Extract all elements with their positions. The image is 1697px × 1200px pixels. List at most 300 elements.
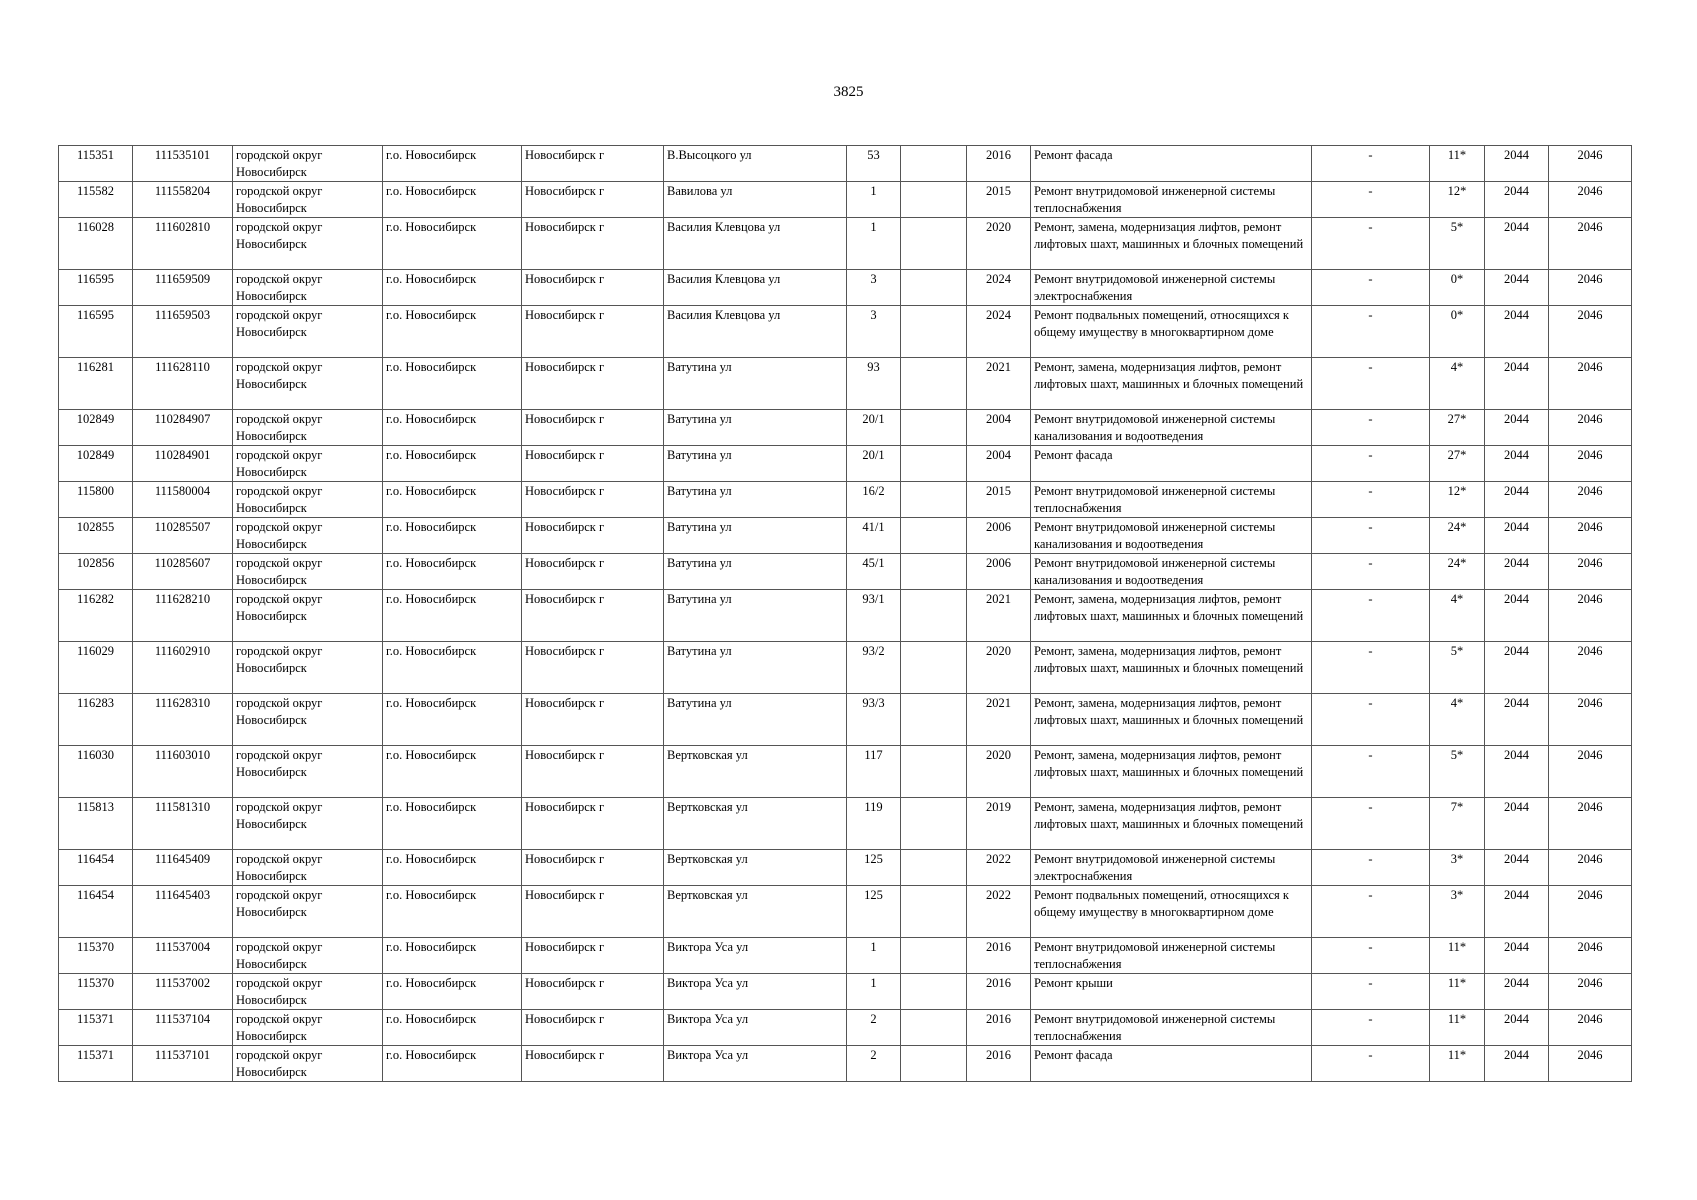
row-street: Вертковская ул <box>664 798 847 850</box>
row-house: 3 <box>847 306 901 358</box>
row-id: 116454 <box>59 886 133 938</box>
table-row <box>59 182 1632 218</box>
row-house: 1 <box>847 182 901 218</box>
row-work: Ремонт подвальных помещений, относящихся к общему имуществу в многоквартирном доме <box>1031 886 1312 938</box>
row-id: 116282 <box>59 590 133 642</box>
row-code: 111603010 <box>133 746 233 798</box>
row-street: Вертковская ул <box>664 746 847 798</box>
row-code: 111659503 <box>133 306 233 358</box>
row-house: 1 <box>847 218 901 270</box>
row-corpus <box>901 938 967 974</box>
row-municipality: городской округ Новосибирск <box>233 146 383 182</box>
row-corpus <box>901 590 967 642</box>
row-code: 111537104 <box>133 1010 233 1046</box>
row-house: 93/2 <box>847 642 901 694</box>
row-street: Вертковская ул <box>664 886 847 938</box>
row-code: 110284901 <box>133 446 233 482</box>
row-district: г.о. Новосибирск <box>383 850 522 886</box>
table-row <box>59 306 1632 358</box>
row-end-year: 2046 <box>1549 146 1632 182</box>
row-street: Ватутина ул <box>664 554 847 590</box>
row-start-year: 2044 <box>1485 746 1549 798</box>
row-id: 115371 <box>59 1010 133 1046</box>
row-house: 20/1 <box>847 410 901 446</box>
row-remaining: 12* <box>1430 482 1485 518</box>
row-end-year: 2046 <box>1549 482 1632 518</box>
row-year: 2022 <box>967 850 1031 886</box>
row-year: 2020 <box>967 746 1031 798</box>
row-work: Ремонт, замена, модернизация лифтов, ремонт лифтовых шахт, машинных и блочных помещений <box>1031 746 1312 798</box>
table-row <box>59 410 1632 446</box>
capital-repair-table <box>58 145 1632 1082</box>
row-district: г.о. Новосибирск <box>383 798 522 850</box>
row-start-year: 2044 <box>1485 554 1549 590</box>
row-house: 125 <box>847 850 901 886</box>
row-street: Вертковская ул <box>664 850 847 886</box>
row-municipality: городской округ Новосибирск <box>233 306 383 358</box>
row-city: Новосибирск г <box>522 1010 664 1046</box>
row-end-year: 2046 <box>1549 938 1632 974</box>
row-district: г.о. Новосибирск <box>383 446 522 482</box>
table-row <box>59 850 1632 886</box>
row-id: 116454 <box>59 850 133 886</box>
row-city: Новосибирск г <box>522 746 664 798</box>
row-start-year: 2044 <box>1485 1046 1549 1082</box>
row-year: 2015 <box>967 482 1031 518</box>
row-year: 2016 <box>967 938 1031 974</box>
row-street: Ватутина ул <box>664 518 847 554</box>
table-row <box>59 746 1632 798</box>
table-row <box>59 938 1632 974</box>
row-remaining: 11* <box>1430 1046 1485 1082</box>
row-remaining: 7* <box>1430 798 1485 850</box>
row-house: 117 <box>847 746 901 798</box>
row-work: Ремонт внутридомовой инженерной системы теплоснабжения <box>1031 182 1312 218</box>
row-end-year: 2046 <box>1549 218 1632 270</box>
row-year: 2021 <box>967 358 1031 410</box>
row-end-year: 2046 <box>1549 1010 1632 1046</box>
row-city: Новосибирск г <box>522 146 664 182</box>
row-work: Ремонт, замена, модернизация лифтов, ремонт лифтовых шахт, машинных и блочных помещений <box>1031 642 1312 694</box>
row-remaining: 11* <box>1430 974 1485 1010</box>
row-end-year: 2046 <box>1549 306 1632 358</box>
row-district: г.о. Новосибирск <box>383 590 522 642</box>
row-dash: - <box>1312 886 1430 938</box>
row-district: г.о. Новосибирск <box>383 306 522 358</box>
row-dash: - <box>1312 938 1430 974</box>
row-start-year: 2044 <box>1485 694 1549 746</box>
row-year: 2016 <box>967 974 1031 1010</box>
row-city: Новосибирск г <box>522 182 664 218</box>
row-end-year: 2046 <box>1549 410 1632 446</box>
row-dash: - <box>1312 746 1430 798</box>
row-corpus <box>901 446 967 482</box>
row-city: Новосибирск г <box>522 590 664 642</box>
row-work: Ремонт, замена, модернизация лифтов, ремонт лифтовых шахт, машинных и блочных помещений <box>1031 798 1312 850</box>
row-remaining: 11* <box>1430 1010 1485 1046</box>
row-city: Новосибирск г <box>522 886 664 938</box>
row-code: 111645403 <box>133 886 233 938</box>
row-district: г.о. Новосибирск <box>383 482 522 518</box>
row-code: 111581310 <box>133 798 233 850</box>
row-municipality: городской округ Новосибирск <box>233 1010 383 1046</box>
row-district: г.о. Новосибирск <box>383 974 522 1010</box>
row-municipality: городской округ Новосибирск <box>233 410 383 446</box>
row-end-year: 2046 <box>1549 1046 1632 1082</box>
row-district: г.о. Новосибирск <box>383 518 522 554</box>
row-street: Ватутина ул <box>664 590 847 642</box>
row-remaining: 4* <box>1430 694 1485 746</box>
row-start-year: 2044 <box>1485 306 1549 358</box>
row-city: Новосибирск г <box>522 974 664 1010</box>
row-remaining: 5* <box>1430 642 1485 694</box>
row-code: 111602910 <box>133 642 233 694</box>
row-district: г.о. Новосибирск <box>383 358 522 410</box>
row-city: Новосибирск г <box>522 410 664 446</box>
row-city: Новосибирск г <box>522 270 664 306</box>
row-remaining: 11* <box>1430 938 1485 974</box>
row-municipality: городской округ Новосибирск <box>233 270 383 306</box>
row-city: Новосибирск г <box>522 938 664 974</box>
row-city: Новосибирск г <box>522 518 664 554</box>
row-work: Ремонт крыши <box>1031 974 1312 1010</box>
row-code: 111558204 <box>133 182 233 218</box>
row-corpus <box>901 746 967 798</box>
row-start-year: 2044 <box>1485 642 1549 694</box>
row-id: 116595 <box>59 306 133 358</box>
row-id: 116030 <box>59 746 133 798</box>
row-id: 115351 <box>59 146 133 182</box>
table-row <box>59 270 1632 306</box>
row-dash: - <box>1312 590 1430 642</box>
row-start-year: 2044 <box>1485 410 1549 446</box>
row-dash: - <box>1312 146 1430 182</box>
table-row <box>59 218 1632 270</box>
row-municipality: городской округ Новосибирск <box>233 518 383 554</box>
row-district: г.о. Новосибирск <box>383 554 522 590</box>
row-district: г.о. Новосибирск <box>383 146 522 182</box>
row-start-year: 2044 <box>1485 518 1549 554</box>
row-year: 2016 <box>967 146 1031 182</box>
row-street: Виктора Уса ул <box>664 1046 847 1082</box>
row-dash: - <box>1312 358 1430 410</box>
row-dash: - <box>1312 482 1430 518</box>
row-end-year: 2046 <box>1549 446 1632 482</box>
row-id: 115813 <box>59 798 133 850</box>
row-house: 125 <box>847 886 901 938</box>
row-house: 93/1 <box>847 590 901 642</box>
row-id: 116029 <box>59 642 133 694</box>
row-start-year: 2044 <box>1485 1010 1549 1046</box>
row-start-year: 2044 <box>1485 590 1549 642</box>
row-city: Новосибирск г <box>522 642 664 694</box>
row-id: 116283 <box>59 694 133 746</box>
row-dash: - <box>1312 974 1430 1010</box>
row-remaining: 0* <box>1430 270 1485 306</box>
row-corpus <box>901 482 967 518</box>
row-corpus <box>901 694 967 746</box>
row-year: 2004 <box>967 410 1031 446</box>
row-city: Новосибирск г <box>522 306 664 358</box>
row-dash: - <box>1312 694 1430 746</box>
row-corpus <box>901 218 967 270</box>
row-district: г.о. Новосибирск <box>383 270 522 306</box>
row-house: 2 <box>847 1046 901 1082</box>
row-house: 93/3 <box>847 694 901 746</box>
row-city: Новосибирск г <box>522 358 664 410</box>
row-municipality: городской округ Новосибирск <box>233 642 383 694</box>
table-row <box>59 642 1632 694</box>
row-street: Ватутина ул <box>664 410 847 446</box>
row-code: 111537002 <box>133 974 233 1010</box>
row-municipality: городской округ Новосибирск <box>233 938 383 974</box>
row-house: 41/1 <box>847 518 901 554</box>
row-code: 111628210 <box>133 590 233 642</box>
row-municipality: городской округ Новосибирск <box>233 218 383 270</box>
table-row <box>59 358 1632 410</box>
row-city: Новосибирск г <box>522 850 664 886</box>
row-corpus <box>901 358 967 410</box>
row-code: 111659509 <box>133 270 233 306</box>
row-house: 3 <box>847 270 901 306</box>
row-district: г.о. Новосибирск <box>383 218 522 270</box>
row-end-year: 2046 <box>1549 270 1632 306</box>
row-corpus <box>901 850 967 886</box>
row-id: 102856 <box>59 554 133 590</box>
row-start-year: 2044 <box>1485 358 1549 410</box>
row-dash: - <box>1312 554 1430 590</box>
row-id: 116595 <box>59 270 133 306</box>
row-dash: - <box>1312 306 1430 358</box>
row-dash: - <box>1312 218 1430 270</box>
row-corpus <box>901 642 967 694</box>
row-id: 115370 <box>59 938 133 974</box>
row-start-year: 2044 <box>1485 938 1549 974</box>
row-start-year: 2044 <box>1485 270 1549 306</box>
row-id: 115371 <box>59 1046 133 1082</box>
table-row <box>59 590 1632 642</box>
row-end-year: 2046 <box>1549 518 1632 554</box>
row-dash: - <box>1312 1010 1430 1046</box>
row-work: Ремонт, замена, модернизация лифтов, ремонт лифтовых шахт, машинных и блочных помещений <box>1031 590 1312 642</box>
row-start-year: 2044 <box>1485 218 1549 270</box>
row-remaining: 24* <box>1430 554 1485 590</box>
row-id: 116281 <box>59 358 133 410</box>
row-year: 2016 <box>967 1010 1031 1046</box>
row-dash: - <box>1312 518 1430 554</box>
row-district: г.о. Новосибирск <box>383 182 522 218</box>
row-work: Ремонт внутридомовой инженерной системы электроснабжения <box>1031 270 1312 306</box>
row-start-year: 2044 <box>1485 886 1549 938</box>
row-remaining: 3* <box>1430 886 1485 938</box>
row-end-year: 2046 <box>1549 642 1632 694</box>
table-row <box>59 146 1632 182</box>
row-id: 102855 <box>59 518 133 554</box>
row-corpus <box>901 146 967 182</box>
row-id: 115370 <box>59 974 133 1010</box>
row-street: Василия Клевцова ул <box>664 218 847 270</box>
row-remaining: 5* <box>1430 218 1485 270</box>
row-work: Ремонт подвальных помещений, относящихся к общему имуществу в многоквартирном доме <box>1031 306 1312 358</box>
row-house: 20/1 <box>847 446 901 482</box>
row-corpus <box>901 1046 967 1082</box>
row-remaining: 27* <box>1430 446 1485 482</box>
row-city: Новосибирск г <box>522 798 664 850</box>
row-street: Вавилова ул <box>664 182 847 218</box>
row-code: 111535101 <box>133 146 233 182</box>
row-code: 111602810 <box>133 218 233 270</box>
row-dash: - <box>1312 1046 1430 1082</box>
table-row <box>59 518 1632 554</box>
row-end-year: 2046 <box>1549 746 1632 798</box>
row-code: 111628310 <box>133 694 233 746</box>
table-row <box>59 446 1632 482</box>
row-street: Виктора Уса ул <box>664 1010 847 1046</box>
row-work: Ремонт внутридомовой инженерной системы канализования и водоотведения <box>1031 518 1312 554</box>
row-house: 53 <box>847 146 901 182</box>
row-start-year: 2044 <box>1485 798 1549 850</box>
row-year: 2020 <box>967 218 1031 270</box>
row-work: Ремонт фасада <box>1031 1046 1312 1082</box>
row-house: 93 <box>847 358 901 410</box>
row-id: 102849 <box>59 446 133 482</box>
row-year: 2016 <box>967 1046 1031 1082</box>
row-house: 119 <box>847 798 901 850</box>
row-city: Новосибирск г <box>522 694 664 746</box>
row-code: 111645409 <box>133 850 233 886</box>
row-start-year: 2044 <box>1485 850 1549 886</box>
row-house: 16/2 <box>847 482 901 518</box>
row-street: Василия Клевцова ул <box>664 306 847 358</box>
row-work: Ремонт внутридомовой инженерной системы электроснабжения <box>1031 850 1312 886</box>
row-work: Ремонт, замена, модернизация лифтов, ремонт лифтовых шахт, машинных и блочных помещений <box>1031 694 1312 746</box>
table-row <box>59 694 1632 746</box>
row-remaining: 27* <box>1430 410 1485 446</box>
row-work: Ремонт, замена, модернизация лифтов, ремонт лифтовых шахт, машинных и блочных помещений <box>1031 218 1312 270</box>
row-municipality: городской округ Новосибирск <box>233 746 383 798</box>
row-work: Ремонт фасада <box>1031 146 1312 182</box>
row-year: 2021 <box>967 694 1031 746</box>
row-end-year: 2046 <box>1549 850 1632 886</box>
row-corpus <box>901 182 967 218</box>
row-house: 45/1 <box>847 554 901 590</box>
row-municipality: городской округ Новосибирск <box>233 482 383 518</box>
row-dash: - <box>1312 410 1430 446</box>
row-municipality: городской округ Новосибирск <box>233 446 383 482</box>
row-district: г.о. Новосибирск <box>383 1010 522 1046</box>
row-year: 2004 <box>967 446 1031 482</box>
row-street: В.Высоцкого ул <box>664 146 847 182</box>
row-start-year: 2044 <box>1485 446 1549 482</box>
row-code: 111580004 <box>133 482 233 518</box>
row-work: Ремонт, замена, модернизация лифтов, ремонт лифтовых шахт, машинных и блочных помещений <box>1031 358 1312 410</box>
row-corpus <box>901 410 967 446</box>
table-row <box>59 1010 1632 1046</box>
row-end-year: 2046 <box>1549 974 1632 1010</box>
row-district: г.о. Новосибирск <box>383 886 522 938</box>
table-row <box>59 554 1632 590</box>
row-corpus <box>901 974 967 1010</box>
row-dash: - <box>1312 270 1430 306</box>
row-dash: - <box>1312 850 1430 886</box>
row-street: Ватутина ул <box>664 694 847 746</box>
row-end-year: 2046 <box>1549 358 1632 410</box>
row-municipality: городской округ Новосибирск <box>233 694 383 746</box>
row-start-year: 2044 <box>1485 182 1549 218</box>
row-dash: - <box>1312 182 1430 218</box>
row-end-year: 2046 <box>1549 554 1632 590</box>
row-code: 111628110 <box>133 358 233 410</box>
row-municipality: городской округ Новосибирск <box>233 850 383 886</box>
row-year: 2020 <box>967 642 1031 694</box>
row-corpus <box>901 306 967 358</box>
table-row <box>59 798 1632 850</box>
row-year: 2024 <box>967 306 1031 358</box>
row-municipality: городской округ Новосибирск <box>233 358 383 410</box>
row-dash: - <box>1312 798 1430 850</box>
row-municipality: городской округ Новосибирск <box>233 182 383 218</box>
row-code: 111537004 <box>133 938 233 974</box>
row-street: Ватутина ул <box>664 358 847 410</box>
row-start-year: 2044 <box>1485 974 1549 1010</box>
row-end-year: 2046 <box>1549 886 1632 938</box>
row-end-year: 2046 <box>1549 798 1632 850</box>
row-work: Ремонт внутридомовой инженерной системы канализования и водоотведения <box>1031 410 1312 446</box>
row-remaining: 0* <box>1430 306 1485 358</box>
row-corpus <box>901 1010 967 1046</box>
row-municipality: городской округ Новосибирск <box>233 886 383 938</box>
row-work: Ремонт фасада <box>1031 446 1312 482</box>
row-end-year: 2046 <box>1549 182 1632 218</box>
row-street: Василия Клевцова ул <box>664 270 847 306</box>
row-street: Ватутина ул <box>664 482 847 518</box>
row-remaining: 24* <box>1430 518 1485 554</box>
row-year: 2015 <box>967 182 1031 218</box>
row-municipality: городской округ Новосибирск <box>233 590 383 642</box>
row-year: 2021 <box>967 590 1031 642</box>
row-year: 2022 <box>967 886 1031 938</box>
row-corpus <box>901 270 967 306</box>
row-district: г.о. Новосибирск <box>383 1046 522 1082</box>
row-corpus <box>901 798 967 850</box>
row-corpus <box>901 886 967 938</box>
row-remaining: 4* <box>1430 590 1485 642</box>
row-work: Ремонт внутридомовой инженерной системы теплоснабжения <box>1031 938 1312 974</box>
row-city: Новосибирск г <box>522 482 664 518</box>
row-code: 110284907 <box>133 410 233 446</box>
row-code: 111537101 <box>133 1046 233 1082</box>
row-municipality: городской округ Новосибирск <box>233 798 383 850</box>
row-work: Ремонт внутридомовой инженерной системы теплоснабжения <box>1031 482 1312 518</box>
row-id: 116028 <box>59 218 133 270</box>
row-dash: - <box>1312 446 1430 482</box>
row-id: 102849 <box>59 410 133 446</box>
row-remaining: 12* <box>1430 182 1485 218</box>
row-id: 115800 <box>59 482 133 518</box>
table-row <box>59 482 1632 518</box>
row-work: Ремонт внутридомовой инженерной системы канализования и водоотведения <box>1031 554 1312 590</box>
row-district: г.о. Новосибирск <box>383 746 522 798</box>
table-row <box>59 886 1632 938</box>
row-street: Ватутина ул <box>664 642 847 694</box>
row-district: г.о. Новосибирск <box>383 410 522 446</box>
row-district: г.о. Новосибирск <box>383 694 522 746</box>
row-code: 110285507 <box>133 518 233 554</box>
row-city: Новосибирск г <box>522 446 664 482</box>
row-remaining: 4* <box>1430 358 1485 410</box>
row-remaining: 5* <box>1430 746 1485 798</box>
row-work: Ремонт внутридомовой инженерной системы теплоснабжения <box>1031 1010 1312 1046</box>
